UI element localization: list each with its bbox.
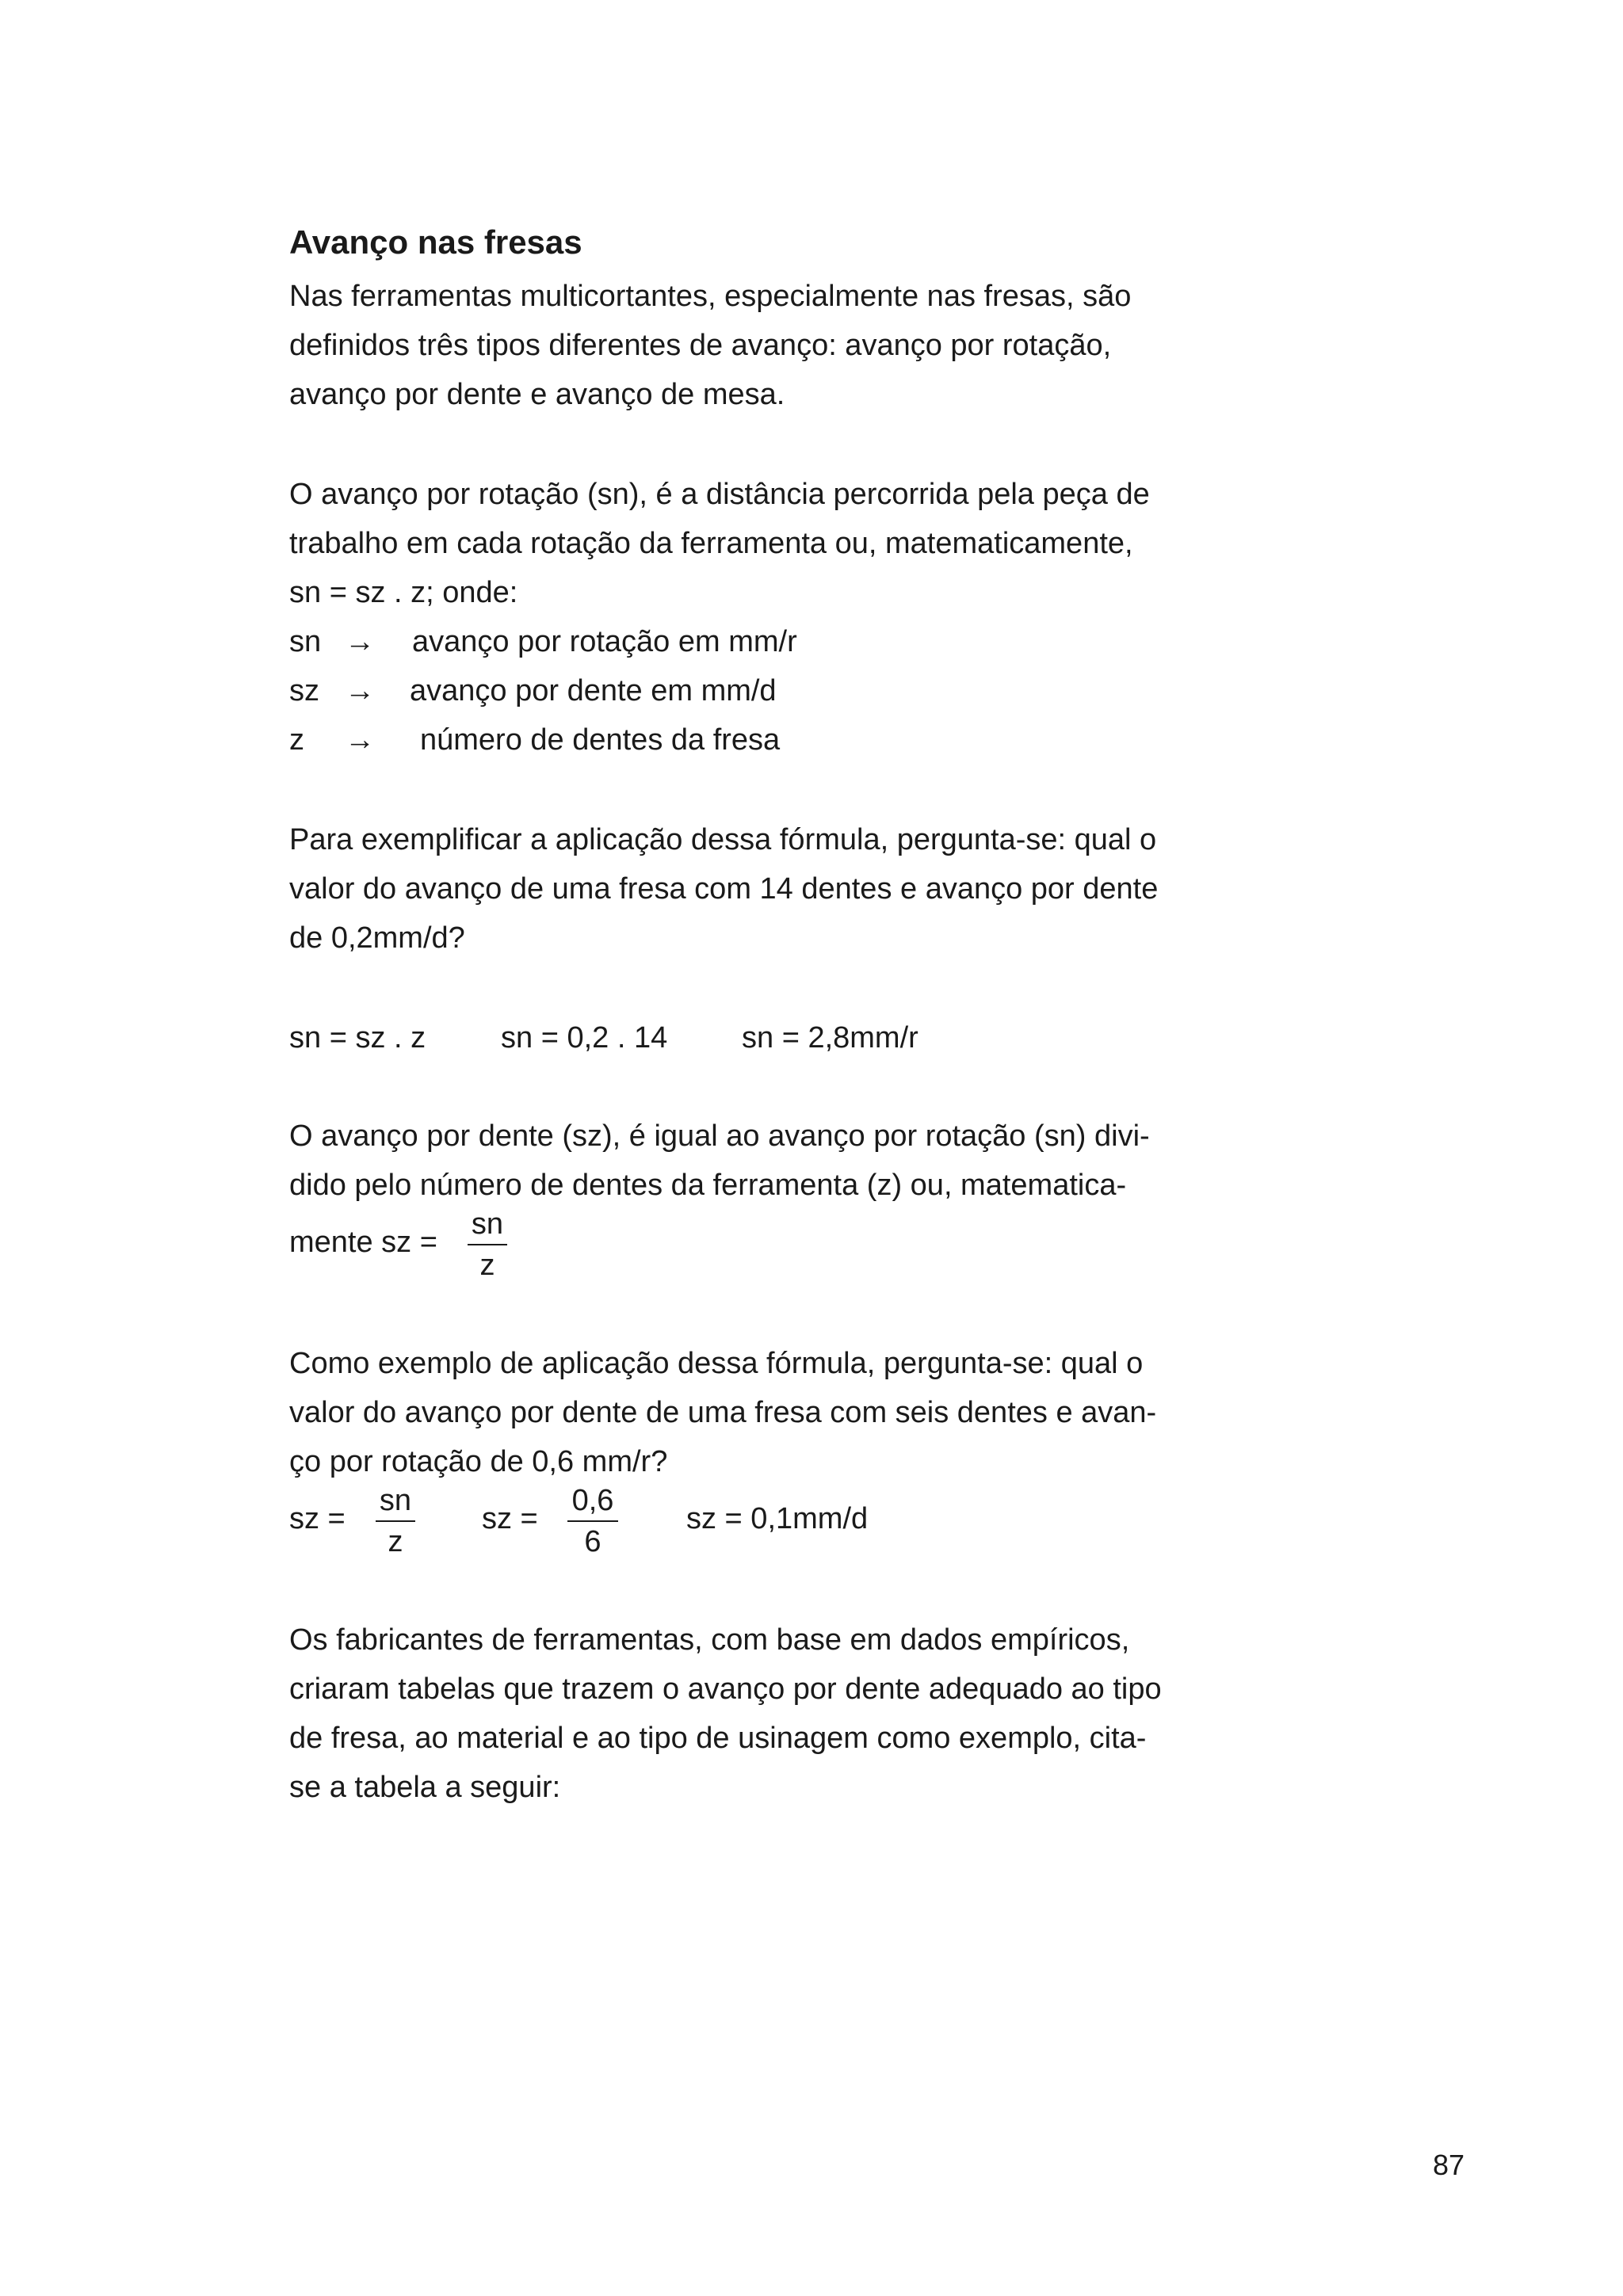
manufacturers-paragraph	[289, 1615, 1162, 1812]
arrow-icon: →	[345, 723, 375, 757]
arrow-icon: →	[345, 674, 375, 707]
text-line: definidos três tipos diferentes de avanço: avanço por rotação,	[289, 329, 1112, 362]
section-heading: Avanço nas fresas	[289, 223, 582, 261]
example-paragraph-1	[289, 815, 1158, 963]
fraction-numerator: 0,6	[571, 1484, 614, 1517]
text-line: valor do avanço de uma fresa com 14 dentes e avanço por dente	[289, 872, 1159, 906]
formula-result: sn = 2,8mm/r	[742, 1021, 918, 1055]
text-line: ço por rotação de 0,6 mm/r?	[289, 1445, 668, 1478]
definition-symbol: sn	[289, 625, 322, 658]
formula: sn = sz . z	[289, 1021, 426, 1055]
text-line: avanço por dente e avanço de mesa.	[289, 378, 785, 411]
fraction-bar	[376, 1520, 415, 1522]
definition-text: número de dentes da fresa	[420, 723, 781, 757]
formula-result: sz = 0,1mm/d	[686, 1502, 869, 1535]
text-line: se a tabela a seguir:	[289, 1771, 561, 1804]
definition-symbol: sz	[289, 674, 319, 707]
text-line: O avanço por dente (sz), é igual ao avanço por rotação (sn) divi-	[289, 1119, 1150, 1153]
fraction-bar	[468, 1244, 507, 1245]
definition-text: avanço por rotação em mm/r	[412, 625, 797, 658]
text-line: O avanço por rotação (sn), é a distância percorrida pela peça de	[289, 478, 1150, 511]
fraction-bar	[567, 1520, 618, 1522]
text-line: de fresa, ao material e ao tipo de usinagem como exemplo, cita-	[289, 1722, 1147, 1755]
arrow-icon: →	[345, 625, 375, 658]
text-line: Como exemplo de aplicação dessa fórmula, pergunta-se: qual o	[289, 1347, 1144, 1380]
tooth-feed-paragraph	[289, 1112, 1150, 1210]
intro-paragraph	[289, 272, 1131, 419]
fraction-numerator: sn	[379, 1484, 412, 1517]
text-line: de 0,2mm/d?	[289, 921, 465, 955]
fraction-denominator: 6	[584, 1525, 601, 1558]
text-line: criaram tabelas que trazem o avanço por dente adequado ao tipo	[289, 1672, 1162, 1706]
formula-prefix: sz =	[482, 1502, 538, 1535]
text-line: sn = sz . z; onde:	[289, 576, 518, 609]
definition-symbol: z	[289, 723, 304, 757]
formula-prefix: sz =	[289, 1502, 346, 1535]
text-line: Nas ferramentas multicortantes, especialmente nas fresas, são	[289, 280, 1132, 313]
text-line: valor do avanço por dente de uma fresa com seis dentes e avan-	[289, 1396, 1157, 1429]
fraction-denominator: z	[479, 1249, 495, 1282]
page-number: 87	[1433, 2149, 1465, 2181]
rotation-feed-paragraph	[289, 470, 1150, 617]
text-line: Os fabricantes de ferramentas, com base em dados empíricos,	[289, 1623, 1130, 1657]
fraction-denominator: z	[388, 1525, 403, 1558]
formula-substitution: sn = 0,2 . 14	[501, 1021, 668, 1055]
text-line: Para exemplificar a aplicação dessa fórmula, pergunta-se: qual o	[289, 823, 1157, 856]
fraction-numerator: sn	[471, 1207, 504, 1241]
fraction	[376, 1482, 415, 1560]
text-line: dido pelo número de dentes da ferramenta (z) ou, matematica-	[289, 1169, 1127, 1202]
text-line: trabalho em cada rotação da ferramenta ou, matematicamente,	[289, 527, 1133, 560]
formula-prefix: mente sz =	[289, 1226, 437, 1259]
example-paragraph-2	[289, 1339, 1156, 1486]
fraction	[468, 1206, 507, 1283]
definition-text: avanço por dente em mm/d	[410, 674, 777, 707]
fraction	[567, 1482, 618, 1560]
